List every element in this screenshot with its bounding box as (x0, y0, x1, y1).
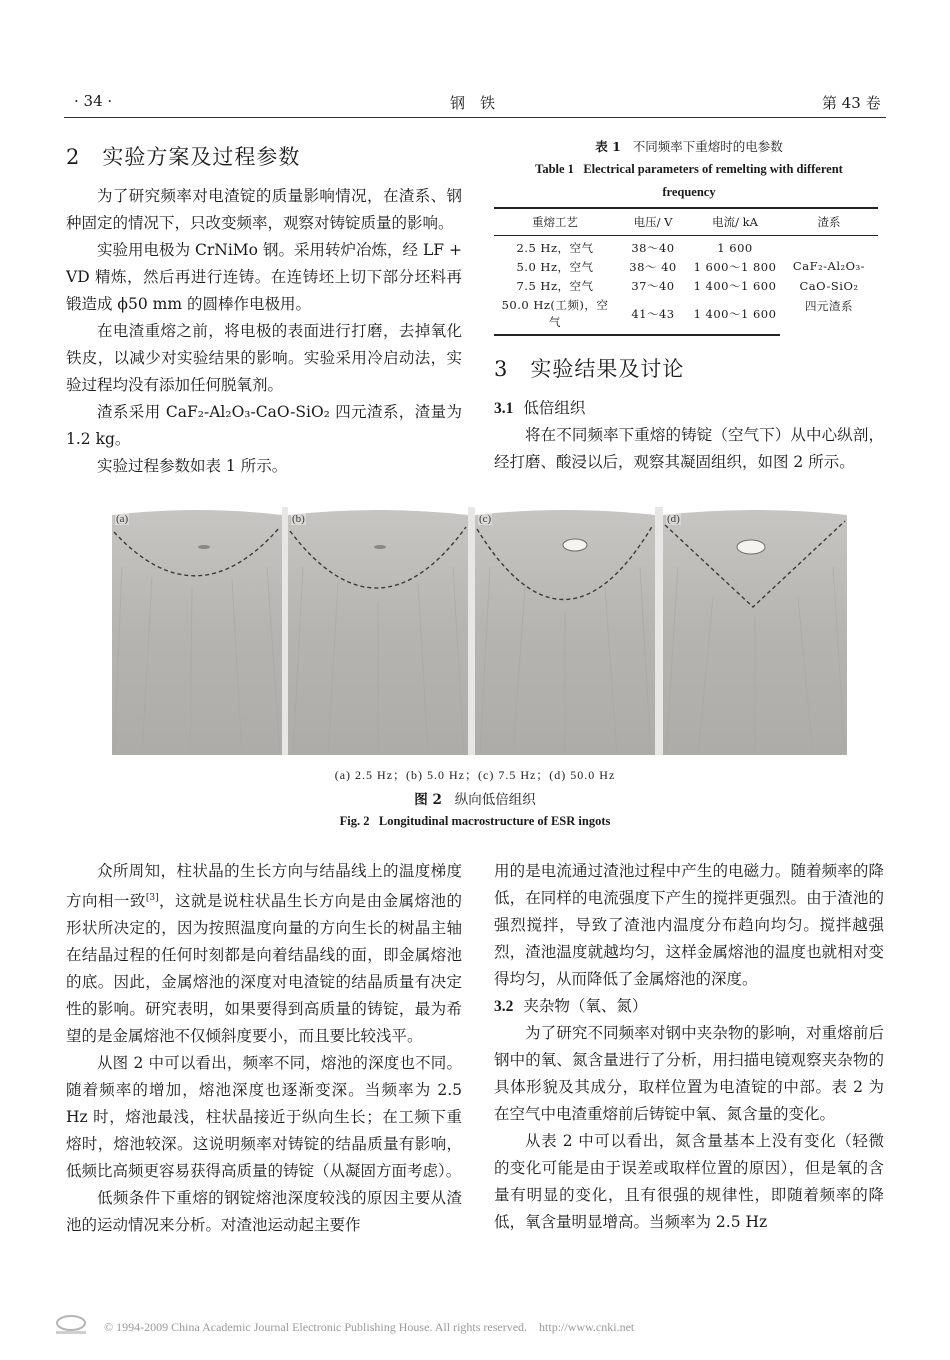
footer-url[interactable]: http://www.cnki.net (539, 1320, 635, 1334)
paragraph: 从表 2 中可以看出，氮含量基本上没有变化（轻微的变化可能是由于误差或取样位置的原因），但是氧的含量有明显的变化，且有很强的规律性，即随着频率的降低，氧含量明显增高。当频率为 2.5 Hz (494, 1132, 884, 1231)
text-run: 众所周知，柱状晶的生长方向与结晶线上的温度梯度方向相一致 (66, 862, 462, 911)
paragraph: 实验用电极为 CrNiMo 钢。采用转炉冶炼，经 LF + VD 精炼，然后再进行连铸。在连铸坯上切下部分坯料再锻造成 ϕ50 mm 的圆棒作电极用。 (66, 241, 462, 313)
paragraph: 用的是电流通过渣池过程中产生的电磁力。随着频率的降低，在同样的电流强度下产生的搅拌更强烈。由于渣池的强烈搅拌，导致了渣池内温度分布趋向均匀。搅拌越强烈，渣池温度就越均匀，这样金属熔池的温度也就相对变得均匀，从而降低了金属熔池的深度。 (494, 862, 884, 988)
subsection-text: 夹杂物（氧、氮） (523, 997, 648, 1015)
table-cell: 1 600～1 800 (693, 260, 777, 274)
subsection-3-1-title (494, 395, 884, 422)
col-header: 重熔工艺 (494, 208, 616, 236)
table-title-cn: 不同频率下重熔时的电参数 (632, 139, 783, 154)
copyright-text: © 1994-2009 China Academic Journal Electronic Publishing House. All rights reserved. (104, 1320, 528, 1334)
table-cell: 41～43 (616, 296, 690, 335)
slag-line: 四元渣系 (805, 298, 853, 313)
slag-cell (780, 236, 878, 336)
figure-2-image (112, 507, 847, 755)
figure-title-en: Longitudinal macrostructure of ESR ingots (378, 814, 611, 828)
table-cell: 38～ 40 (629, 260, 677, 274)
col-header: 渣系 (780, 208, 878, 236)
table-label-cn: 表 1 (595, 139, 621, 154)
table-cell: 7.5 Hz，空气 (516, 279, 594, 293)
subsection-3-2-title (494, 993, 884, 1020)
electrical-params-table (494, 207, 878, 336)
table-cell: 37～40 (631, 279, 675, 293)
table-cell: 50.0 Hz(工频)，空气 (494, 296, 616, 335)
panel-label: (d) (667, 513, 680, 525)
paragraph: 将在不同频率下重熔的铸锭（空气下）从中心纵剖，经打磨、酸浸以后，观察其凝固组织，如图 2 所示。 (494, 426, 884, 471)
table-cell: 1 400～1 600 (690, 296, 780, 335)
paragraph: 从图 2 中可以看出，频率不同，熔池的深度也不同。随着频率的增加，熔池深度也逐渐变深。当频率为 2.5 Hz 时，熔池最浅，柱状晶接近于纵向生长；在工频下重熔时，熔池较深。这说明频率对铸锭的结晶质量有影响，低频比高频更容易获得高质量的铸锭（从凝固方面考虑）。 (66, 1054, 462, 1181)
section-3-title: 3 实验结果及讨论 (494, 357, 685, 381)
figure-panel-b (288, 507, 468, 755)
table-caption-en (494, 158, 884, 204)
figure-caption-cn (0, 788, 950, 808)
page-number: · 34 · (74, 92, 113, 110)
panel-label: (c) (479, 513, 492, 525)
paragraph: 渣系采用 CaF₂-Al₂O₃-CaO-SiO₂ 四元渣系，渣量为 1.2 kg。 (66, 403, 462, 448)
volume-label: 第 43 卷 (822, 94, 881, 112)
table-cell: 5.0 Hz，空气 (516, 260, 594, 274)
paragraph: 实验过程参数如表 1 所示。 (97, 457, 288, 475)
macrostructure-d (663, 507, 847, 755)
table-cell: 38～40 (631, 241, 675, 255)
left-column-bottom (66, 858, 462, 1239)
col-header: 电流/ kA (690, 208, 780, 236)
table-label-en: Table 1 (535, 162, 574, 176)
panel-label: (a) (116, 513, 129, 525)
paragraph: 为了研究频率对电渣锭的质量影响情况，在渣系、钢种固定的情况下，只改变频率，观察对铸锭质量的影响。 (66, 187, 462, 232)
figure-panel-d (663, 507, 847, 755)
panel-label: (b) (292, 513, 305, 525)
table-cell: 2.5 Hz，空气 (516, 241, 594, 255)
macrostructure-b (288, 507, 468, 755)
table-title-en: Electrical parameters of remelting with different frequency (583, 162, 843, 199)
subsection-number: 3.2 (494, 998, 514, 1015)
paragraph: 为了研究不同频率对钢中夹杂物的影响，对重熔前后钢中的氧、氮含量进行了分析，用扫描电镜观察夹杂物的具体形貌及其成分，取样位置为电渣锭的中部。表 2 为在空气中电渣重熔前后铸锭中氧、氮含量的变化。 (494, 1024, 884, 1123)
subsection-text: 低倍组织 (523, 399, 586, 417)
slag-line: CaF₂-Al₂O₃- (792, 258, 866, 273)
figure-title-cn: 纵向低倍组织 (454, 792, 536, 808)
journal-name: 钢 铁 (450, 94, 496, 112)
figure-panel-c (475, 507, 655, 755)
table-cell: 1 600 (717, 241, 753, 255)
figure-label-cn: 图 2 (414, 792, 442, 808)
macrostructure-c (475, 507, 655, 755)
table-caption-cn (494, 135, 884, 158)
right-column-bottom (494, 858, 884, 1236)
subsection-number: 3.1 (494, 400, 514, 417)
figure-caption-en (0, 814, 950, 829)
table-header-row (494, 208, 878, 236)
figure-subcaption: (a) 2.5 Hz；(b) 5.0 Hz；(c) 7.5 Hz；(d) 50.0 Hz (334, 768, 616, 782)
table-cell: 1 400～1 600 (693, 279, 777, 293)
col-header: 电压/ V (616, 208, 690, 236)
text-run: ，这就是说柱状晶生长方向是由金属熔池的形状所决定的，因为按照温度向量的方向生长的树晶主轴在结晶过程的任何时刻都是向着结晶线的面，即金属熔池的底。因此，金属熔池的深度对电渣锭的结晶质量有决定性的影响。研究表明，如果要得到高质量的铸锭，最为希望的是金属熔池不仅倾斜度要小，而且要比较浅平。 (66, 892, 462, 1046)
table-row (494, 236, 878, 259)
section-2-title: 2 实验方案及过程参数 (66, 145, 301, 169)
cnki-logo-icon (52, 1313, 90, 1337)
slag-line: CaO-SiO₂ (799, 278, 859, 293)
paragraph: 在电渣重熔之前，将电极的表面进行打磨，去掉氧化铁皮，以减少对实验结果的影响。实验采用冷启动法，实验过程均没有添加任何脱氧剂。 (66, 322, 462, 394)
paragraph: 低频条件下重熔的钢锭熔池深度较浅的原因主要从渣池的运动情况来分析。对渣池运动起主要作 (66, 1189, 462, 1235)
table-1 (494, 135, 884, 336)
header-rule (64, 117, 886, 118)
paragraph (66, 858, 462, 1050)
figure-label-en: Fig. 2 (339, 814, 370, 828)
copyright-footer (104, 1320, 634, 1335)
left-column-top (66, 144, 462, 480)
figure-panel-a (112, 507, 282, 755)
macrostructure-a (112, 507, 282, 755)
citation-ref[interactable]: [3] (145, 893, 159, 903)
right-column-top (494, 356, 884, 476)
